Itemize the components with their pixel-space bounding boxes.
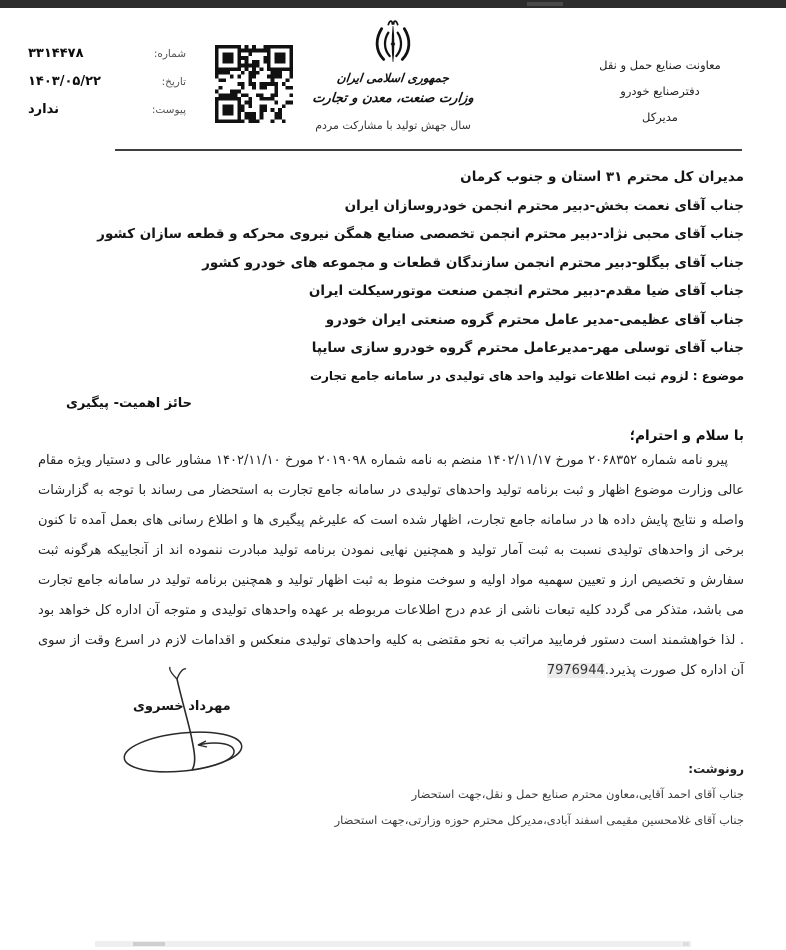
qr-code: [215, 45, 293, 123]
letterhead-meta-block: [28, 46, 186, 130]
letter-body-paragraph: [38, 446, 744, 686]
cc-section: [335, 762, 744, 833]
salutation-line: با سلام و احترام؛: [629, 428, 744, 444]
recipient-line: جناب آقای توسلی مهر-مدیرعامل محترم گروه خودرو سازی سایپا: [311, 340, 744, 356]
number-value: ۳۳۱۴۴۷۸: [28, 46, 84, 61]
window-top-edge: [0, 0, 786, 8]
letterhead-slogan: سال جهش تولید با مشارکت مردم: [315, 119, 471, 132]
attachment-value: ندارد: [28, 102, 60, 117]
recipient-line: جناب آقای محبی نژاد-دبیر محترم انجمن تخصصی صنایع همگن نیروی محرکه و قطعه سازان کشور: [97, 226, 744, 242]
meta-row-number: [28, 46, 186, 61]
iran-national-emblem-icon: [373, 18, 413, 66]
importance-stamp: حائز اهمیت- پیگیری: [66, 396, 192, 411]
attachment-label: پیوست:: [151, 104, 186, 116]
meta-row-attachment: [28, 102, 186, 117]
date-label: تاریخ:: [161, 76, 186, 88]
recipient-line: جناب آقای عظیمی-مدیر عامل محترم گروه صنعتی ایران خودرو: [325, 311, 744, 328]
letterhead-center-block: [300, 18, 486, 132]
window-top-edge-highlight: [527, 2, 563, 6]
viewer-scrollbar[interactable]: [95, 941, 691, 947]
signature-block: [85, 663, 295, 781]
cc-item: جناب آقای غلامحسین مقیمی اسفند آبادی،مدیرکل محترم حوزه وزارتی،جهت استحضار: [334, 813, 744, 827]
recipient-line: مدیران کل محترم ۳۱ استان و جنوب کرمان: [460, 169, 744, 185]
cc-item: جناب آقای احمد آقایی،معاون محترم صنایع حمل و نقل،جهت استحضار: [411, 787, 744, 801]
cc-label: رونوشت:: [688, 762, 744, 776]
letter-body-text: پیرو نامه شماره ۲۰۶۸۳۵۲ مورخ ۱۴۰۲/۱۱/۱۷ منضم به نامه شماره ۲۰۱۹۰۹۸ مورخ ۱۴۰۲/۱۱/۱۰ مشاور عالی و دستیار ویژه مقام عالی وزارت موضوع اظهار و ثبت برنامه تولید واحدهای تولیدی در سامانه جامع تجارت به استحضار می رساند با توجه به گزارشات واصله و نتایج پایش داده ها در سامانه جامع تجارت، اظهار شده است که علیرغم پیگیری ها و اطلاع رسانی های بعمل آمده تا کنون برخی از واحدهای تولیدی نسبت به ثبت آمار تولید و همچنین نهایی نمودن برنامه تولید مبادرت ننموده اند از آنجاییکه هرگونه ثبت سفارش و تخصیص ارز و تعیین سهمیه مواد اولیه و سوخت منوط به ثبت اظهار تولید و همچنین برنامه تولید در سامانه جامع تجارت می باشد، متذکر می گردد کلیه تبعات ناشی از عدم درج اطلاعات مربوطه بر عهده واحدهای تولیدی و متوجه آن اداره کل خواهد بود . لذا خواهشمند است دستور فرمایید مراتب به نحو مقتضی به کلیه واحدهای تولیدی منعکس و اقدامات لازم در اسرع وقت از سوی آن اداره کل صورت پذیرد.: [38, 453, 744, 678]
recipients-list: [40, 163, 744, 363]
subject-line: موضوع : لزوم ثبت اطلاعات تولید واحد های تولیدی در سامانه جامع تجارت: [309, 369, 744, 383]
department-line: معاونت صنایع حمل و نقل: [599, 58, 721, 72]
number-label: شماره:: [153, 48, 186, 60]
recipient-line: جناب آقای نعمت بخش-دبیر محترم انجمن خودروسازان ایران: [344, 197, 744, 214]
letterhead-department-block: [580, 52, 740, 130]
letterhead-ministry: وزارت صنعت، معدن و تجارت: [311, 91, 475, 106]
recipient-line: جناب آقای بیگلو-دبیر محترم انجمن سازندگان قطعات و مجموعه های خودرو کشور: [202, 254, 744, 271]
tracking-number: 7976944: [546, 663, 605, 678]
viewer-scrollbar-thumb[interactable]: [133, 942, 165, 946]
department-line: مدیرکل: [642, 110, 678, 124]
date-value: ۱۴۰۳/۰۵/۲۲: [28, 74, 101, 89]
letterhead-divider: [115, 149, 742, 151]
letterhead-country: جمهوری اسلامی ایران: [336, 71, 450, 85]
meta-row-date: [28, 74, 186, 89]
recipient-line: جناب آقای ضیا مقدم-دبیر محترم انجمن صنعت موتورسیکلت ایران: [308, 283, 744, 299]
handwritten-signature-icon: [85, 663, 295, 781]
signatory-name: مهرداد خسروی: [133, 699, 231, 714]
department-line: دفترصنایع خودرو: [620, 84, 700, 98]
viewer-scrollbar-end: [683, 942, 689, 946]
